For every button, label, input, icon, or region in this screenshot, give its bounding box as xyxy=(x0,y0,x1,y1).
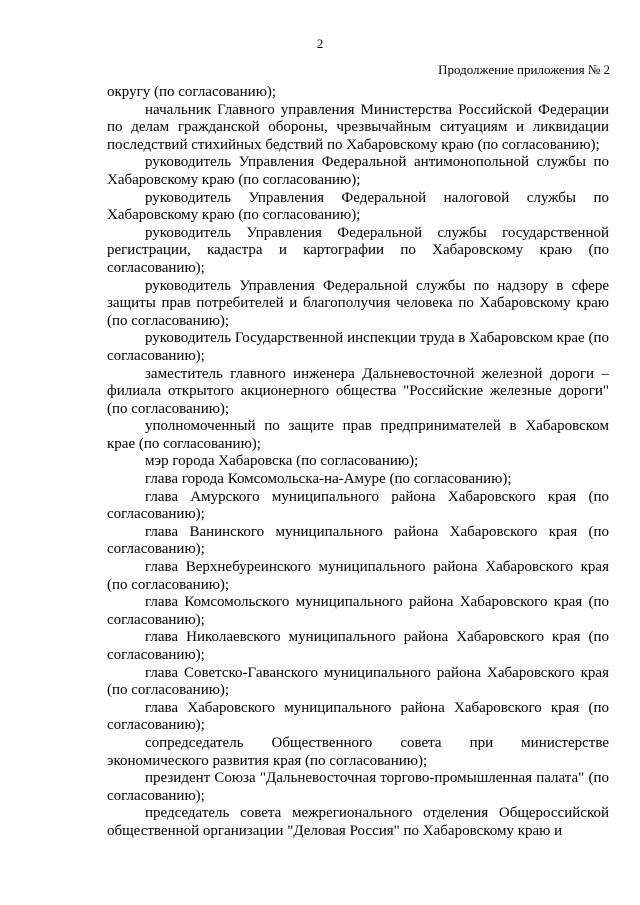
list-item: начальник Главного управления Министерства Российской Федерации по делам гражданской обороны, чрезвычайным ситуациям и ликвидации последствий стихийных бедствий по Хабаровскому краю (по согласованию); xyxy=(107,101,609,153)
list-item: руководитель Управления Федеральной службы по надзору в сфере защиты прав потребителей и благополучия человека по Хабаровскому краю (по согласованию); xyxy=(107,277,609,329)
list-item: руководитель Государственной инспекции труда в Хабаровском крае (по согласованию); xyxy=(107,330,609,364)
list-item: мэр города Хабаровска (по согласованию); xyxy=(145,453,419,470)
list-item: президент Союза "Дальневосточная торгово-промышленная палата" (по согласованию); xyxy=(107,770,609,804)
list-item: глава города Комсомольска-на-Амуре (по согласованию); xyxy=(145,471,512,488)
list-item: глава Советско-Гаванского муниципального района Хабаровского края (по согласованию); xyxy=(107,664,609,699)
list-item: уполномоченный по защите прав предпринимателей в Хабаровском крае (по согласованию); xyxy=(107,418,609,452)
list-item: глава Комсомольского муниципального района Хабаровского края (по согласованию); xyxy=(107,594,609,628)
list-item: глава Верхнебуреинского муниципального района Хабаровского края (по согласованию); xyxy=(107,559,609,593)
appendix-continuation-label: Продолжение приложения № 2 xyxy=(438,62,610,77)
list-item: руководитель Управления Федеральной антимонопольной службы по Хабаровскому краю (по согласованию); xyxy=(107,154,609,188)
member-list xyxy=(107,84,609,841)
list-item: заместитель главного инженера Дальневосточной железной дороги – филиала открытого акционерного общества "Российские железные дороги" (по согласованию); xyxy=(107,365,609,417)
page-number: 2 xyxy=(316,36,324,51)
list-item: председатель совета межрегионального отделения Общероссийской общественной организации "Деловая Россия" по Хабаровскому краю и xyxy=(107,805,609,839)
list-item: глава Хабаровского муниципального района Хабаровского края (по согласованию); xyxy=(107,699,609,734)
list-item: руководитель Управления Федеральной службы государственной регистрации, кадастра и картографии по Хабаровскому краю (по согласованию); xyxy=(107,224,609,276)
list-item: глава Амурского муниципального района Хабаровского края (по согласованию); xyxy=(107,488,609,523)
list-item: глава Ванинского муниципального района Хабаровского края (по согласованию); xyxy=(107,523,609,558)
list-item: округу (по согласованию); xyxy=(107,84,277,100)
list-item: сопредседатель Общественного совета при министерстве экономического развития края (по согласованию); xyxy=(107,734,609,769)
list-item: руководитель Управления Федеральной налоговой службы по Хабаровскому краю (по согласованию); xyxy=(107,189,609,224)
list-item: глава Николаевского муниципального района Хабаровского края (по согласованию); xyxy=(107,629,609,663)
